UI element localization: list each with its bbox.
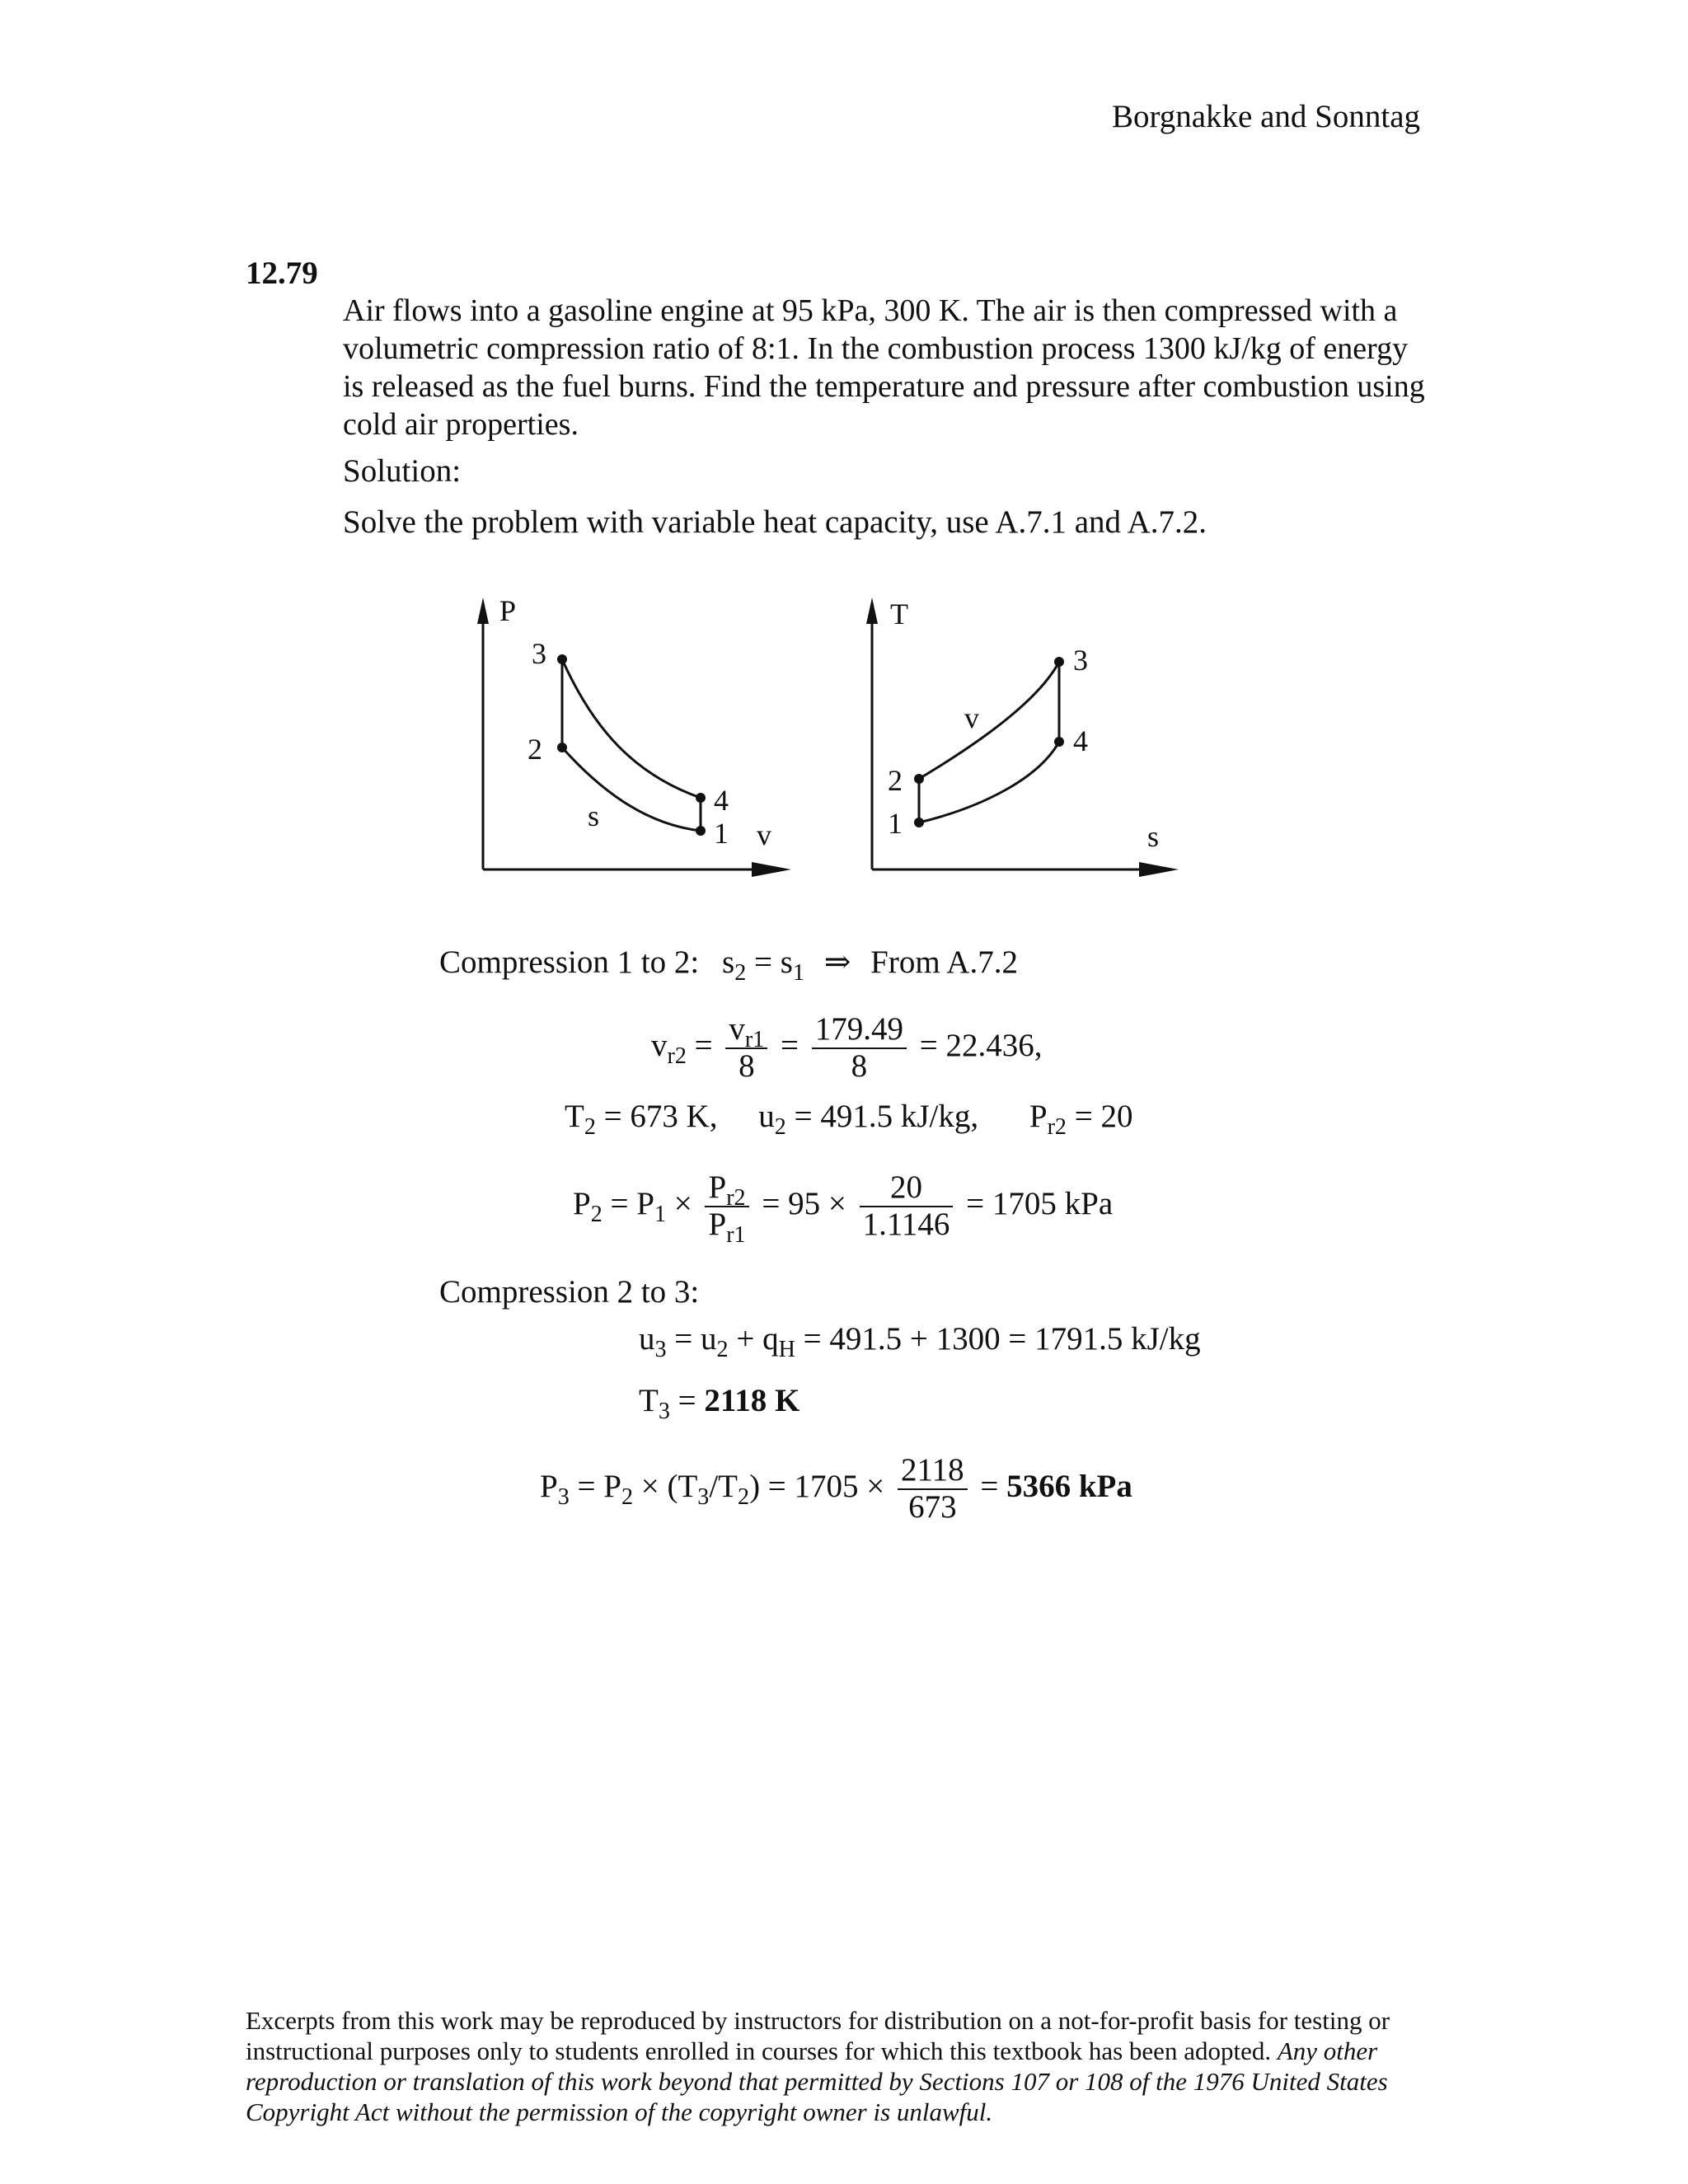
ts-y-arrow-icon <box>866 598 878 624</box>
p2-frac1-num-sub: r2 <box>726 1184 746 1211</box>
p2-result: = 1705 kPa <box>966 1185 1114 1221</box>
u2-value: = 491.5 kJ/kg, <box>794 1099 979 1134</box>
vr2-fraction-2 <box>812 1012 907 1085</box>
ts-point-1 <box>914 818 924 827</box>
p3-times1: × (T <box>640 1468 698 1504</box>
u3-qh-sub: H <box>778 1336 795 1362</box>
p3-value: 5366 kPa <box>1006 1468 1132 1504</box>
step1-line <box>439 944 1018 986</box>
p3-equation <box>540 1453 1132 1526</box>
vr2-frac1-num-sub: r1 <box>744 1026 765 1052</box>
p2-frac1-den: P <box>708 1206 727 1242</box>
p2-frac2-num: 20 <box>860 1170 954 1207</box>
s-equals: = <box>754 944 772 980</box>
p3-lhs-sub: 3 <box>557 1483 570 1510</box>
pv-diagram <box>462 589 808 886</box>
p3-frac-den: 673 <box>908 1488 957 1525</box>
p2-equation <box>573 1169 1114 1248</box>
p3-t3-sub: 3 <box>697 1483 710 1510</box>
u3-plus-q: + q <box>736 1321 779 1357</box>
t3-symbol: T <box>639 1383 659 1418</box>
vr2-lhs-sub: r2 <box>667 1043 687 1069</box>
u3-equation <box>639 1321 1201 1362</box>
ts-curve-2-3 <box>919 662 1059 779</box>
vr2-eq1: = <box>694 1027 713 1063</box>
u3-result: = 491.5 + 1300 = 1791.5 kJ/kg <box>803 1321 1201 1357</box>
u3-sub: 3 <box>654 1336 667 1362</box>
p2-frac2-den: 1.1146 <box>862 1206 950 1242</box>
ts-process-label-v: v <box>964 701 979 734</box>
pv-point-label-4: 4 <box>714 784 729 817</box>
p2-frac1-num: P <box>708 1169 727 1205</box>
vr2-fraction-1 <box>725 1012 767 1085</box>
pv-axis-label-p: P <box>499 594 517 627</box>
t3-sub: 3 <box>658 1398 670 1424</box>
s2-sub: 2 <box>734 959 747 986</box>
p2-mid: = P <box>610 1185 654 1221</box>
ts-axis-label-t: T <box>890 598 908 630</box>
vr2-frac1-den: 8 <box>738 1047 755 1084</box>
pv-point-1 <box>696 826 706 836</box>
p2-eq2: = 95 × <box>762 1185 846 1221</box>
p2-lhs: P <box>573 1185 591 1221</box>
pv-point-2 <box>557 743 567 752</box>
vr2-frac2-num: 179.49 <box>812 1012 907 1049</box>
t3-value: 2118 K <box>704 1383 800 1418</box>
p2-frac1-den-sub: r1 <box>726 1221 746 1248</box>
state2-line <box>565 1099 1133 1140</box>
t2-symbol: T <box>565 1099 584 1134</box>
ts-x-arrow-icon <box>1139 862 1179 877</box>
t2-sub: 2 <box>584 1113 596 1140</box>
ts-point-3 <box>1054 657 1064 667</box>
step1-heading: Compression 1 to 2: <box>439 944 700 980</box>
u3-symbol: u <box>639 1321 655 1357</box>
ts-axis-label-s: s <box>1147 820 1160 853</box>
vr2-result: = 22.436, <box>919 1027 1043 1063</box>
p3-fraction <box>898 1453 968 1526</box>
ts-point-label-1: 1 <box>888 807 903 840</box>
pv-axis-label-v: v <box>757 818 771 851</box>
problem-number: 12.79 <box>246 255 318 291</box>
t3-eq: = <box>678 1383 696 1418</box>
source-table: From A.7.2 <box>870 944 1018 980</box>
s1-sub: 1 <box>792 959 804 986</box>
p2-times: × <box>673 1185 692 1221</box>
p2-fraction-1 <box>705 1169 748 1248</box>
footer-normal-text: Excerpts from this work may be reproduced by instructors for distribution on a not-for-profit basis for testing or instructional purposes only to students enrolled in courses for which this textbook has been adopted. <box>246 2006 1390 2065</box>
solution-label: Solution: <box>343 453 462 489</box>
vr2-lhs: v <box>651 1027 668 1063</box>
ts-point-4 <box>1054 737 1064 747</box>
s2-symbol: s <box>722 944 735 980</box>
pr2-value: = 20 <box>1074 1099 1133 1134</box>
pv-point-label-3: 3 <box>532 637 546 670</box>
vr2-eq2: = <box>781 1027 799 1063</box>
p3-eq2: = <box>980 1468 999 1504</box>
pv-point-label-2: 2 <box>528 733 542 766</box>
pv-point-3 <box>557 654 567 664</box>
ts-point-label-3: 3 <box>1073 644 1088 677</box>
t2-value: = 673 K, <box>603 1099 718 1134</box>
ts-curve-1-4 <box>919 742 1059 823</box>
p3-lhs: P <box>540 1468 558 1504</box>
p2-fraction-2 <box>860 1170 954 1243</box>
pv-point-4 <box>696 793 706 803</box>
ts-point-2 <box>914 774 924 784</box>
step2-heading: Compression 2 to 3: <box>439 1274 700 1310</box>
p3-slash: /T <box>709 1468 738 1504</box>
p2-mid-sub: 1 <box>654 1201 666 1227</box>
pv-y-arrow-icon <box>477 598 489 624</box>
p3-eq1: = P <box>577 1468 621 1504</box>
pr2-symbol: P <box>1029 1099 1048 1134</box>
p3-close: ) = 1705 × <box>749 1468 885 1504</box>
ts-diagram <box>849 589 1195 886</box>
s1-symbol: s <box>780 944 793 980</box>
copyright-footer <box>246 2005 1432 2127</box>
ts-point-label-4: 4 <box>1073 724 1088 757</box>
p3-frac-num: 2118 <box>898 1453 968 1490</box>
implies-arrow: ⇒ <box>823 944 851 980</box>
header-author: Borgnakke and Sonntag <box>1111 99 1420 134</box>
vr2-equation <box>651 1012 1043 1085</box>
pv-point-label-1: 1 <box>714 817 729 850</box>
ts-point-label-2: 2 <box>888 764 903 797</box>
vr2-frac2-den: 8 <box>851 1047 868 1084</box>
pv-x-arrow-icon <box>752 862 791 877</box>
problem-statement: Air flows into a gasoline engine at 95 kPa, 300 K. The air is then compressed with a volumetric compression ratio of 8:1. In the combustion process 1300 kJ/kg of energy is released as the fuel burns. Find the temperature and pressure after combustion using cold air properties. <box>343 293 1425 442</box>
u3-u2-sub: 2 <box>716 1336 729 1362</box>
vr2-frac1-num: v <box>729 1011 745 1047</box>
u3-eq: = u <box>674 1321 717 1357</box>
pv-curve-3-4 <box>562 659 701 798</box>
p3-p2-sub: 2 <box>621 1483 633 1510</box>
pr2-sub: r2 <box>1047 1113 1067 1140</box>
u2-symbol: u <box>758 1099 775 1134</box>
pv-process-label-s: s <box>588 799 600 832</box>
approach-text: Solve the problem with variable heat capacity, use A.7.1 and A.7.2. <box>343 504 1207 540</box>
p3-t2-sub: 2 <box>738 1483 750 1510</box>
footer-italic-text: Any other reproduction or translation of this work beyond that permitted by Sections 107 or 108 of the 1976 United States Copyright Act without the permission of the copyright owner is unlawful. <box>246 2036 1388 2126</box>
u2-sub: 2 <box>774 1113 786 1140</box>
t3-equation <box>639 1383 800 1424</box>
p2-lhs-sub: 2 <box>590 1201 603 1227</box>
